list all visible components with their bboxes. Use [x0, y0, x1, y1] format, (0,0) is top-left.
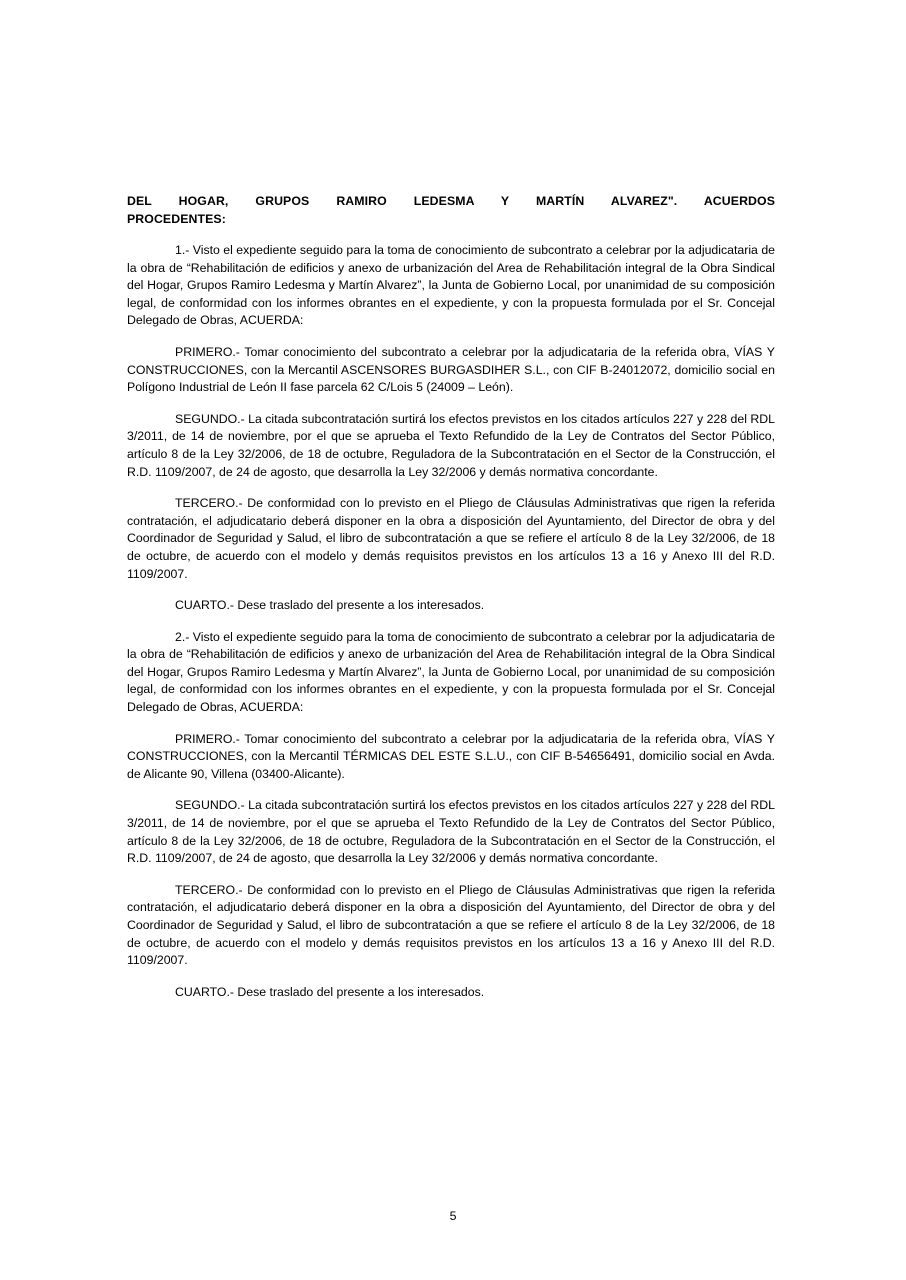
- document-heading: [127, 193, 775, 228]
- paragraph-item-2-cuarto: CUARTO.- Dese traslado del presente a los interesados.: [175, 984, 485, 999]
- document-heading-line-1: DEL HOGAR, GRUPOS RAMIRO LEDESMA Y MARTÍN ALVAREZ". ACUERDOS: [127, 194, 775, 208]
- page-number: 5: [449, 1209, 457, 1223]
- paragraph-item-2-segundo: SEGUNDO.- La citada subcontratación surtirá los efectos previstos en los citados artículos 227 y 228 del RDL 3/2011, de 14 de noviembre, por el que se aprueba el Texto Refundido de la Ley de Contratos del Sector Público, artículo 8 de la Ley 32/2006, de 18 de octubre, Reguladora de la Subcontratación en el Sector de la Construcción, el R.D. 1109/2007, de 24 de agosto, que desarrolla la Ley 32/2006 y demás normativa concordante.: [127, 798, 775, 866]
- paragraph-item-1-primero: PRIMERO.- Tomar conocimiento del subcontrato a celebrar por la adjudicataria de la referida obra, VÍAS Y CONSTRUCCIONES, con la Mercantil ASCENSORES BURGASDIHER S.L., con CIF B-24012072, domicilio social en Polígono Industrial de León II fase parcela 62 C/Lois 5 (24009 – León).: [127, 344, 775, 395]
- document-heading-line-2: PROCEDENTES:: [127, 211, 226, 226]
- paragraph-item-2-tercero: TERCERO.- De conformidad con lo previsto en el Pliego de Cláusulas Administrativas que rigen la referida contratación, el adjudicatario deberá disponer en la obra a disposición del Ayuntamiento, del Director de obra y del Coordinador de Seguridad y Salud, el libro de subcontratación a que se refiere el artículo 8 de la Ley 32/2006, de 18 de octubre, de acuerdo con el modelo y demás requisitos previstos en los artículos 13 a 16 y Anexo III del R.D. 1109/2007.: [127, 882, 775, 968]
- paragraph-item-2-intro: 2.- Visto el expediente seguido para la toma de conocimiento de subcontrato a celebrar por la adjudicataria de la obra de “Rehabilitación de edificios y anexo de urbanización del Area de Rehabilitación integral de la Obra Sindical del Hogar, Grupos Ramiro Ledesma y Martín Alvarez”, la Junta de Gobierno Local, por unanimidad de su composición legal, de conformidad con los informes obrantes en el expediente, y con la propuesta formulada por el Sr. Concejal Delegado de Obras, ACUERDA:: [127, 629, 775, 715]
- paragraph-item-1-segundo: SEGUNDO.- La citada subcontratación surtirá los efectos previstos en los citados artículos 227 y 228 del RDL 3/2011, de 14 de noviembre, por el que se aprueba el Texto Refundido de la Ley de Contratos del Sector Público, artículo 8 de la Ley 32/2006, de 18 de octubre, Reguladora de la Subcontratación en el Sector de la Construcción, el R.D. 1109/2007, de 24 de agosto, que desarrolla la Ley 32/2006 y demás normativa concordante.: [127, 411, 775, 479]
- paragraph-item-1-cuarto: CUARTO.- Dese traslado del presente a los interesados.: [175, 598, 485, 613]
- paragraph-item-2-primero: PRIMERO.- Tomar conocimiento del subcontrato a celebrar por la adjudicataria de la referida obra, VÍAS Y CONSTRUCCIONES, con la Mercantil TÉRMICAS DEL ESTE S.L.U., con CIF B-54656491, domicilio social en Avda. de Alicante 90, Villena (03400-Alicante).: [127, 731, 775, 781]
- document-body: [127, 193, 775, 1001]
- paragraph-item-1-intro: 1.- Visto el expediente seguido para la toma de conocimiento de subcontrato a celebrar por la adjudicataria de la obra de “Rehabilitación de edificios y anexo de urbanización del Area de Rehabilitación integral de la Obra Sindical del Hogar, Grupos Ramiro Ledesma y Martín Alvarez”, la Junta de Gobierno Local, por unanimidad de su composición legal, de conformidad con los informes obrantes en el expediente, y con la propuesta formulada por el Sr. Concejal Delegado de Obras, ACUERDA:: [127, 243, 775, 328]
- paragraph-item-1-tercero: TERCERO.- De conformidad con lo previsto en el Pliego de Cláusulas Administrativas que rigen la referida contratación, el adjudicatario deberá disponer en la obra a disposición del Ayuntamiento, del Director de obra y del Coordinador de Seguridad y Salud, el libro de subcontratación a que se refiere el artículo 8 de la Ley 32/2006, de 18 de octubre, de acuerdo con el modelo y demás requisitos previstos en los artículos 13 a 16 y Anexo III del R.D. 1109/2007.: [127, 496, 775, 581]
